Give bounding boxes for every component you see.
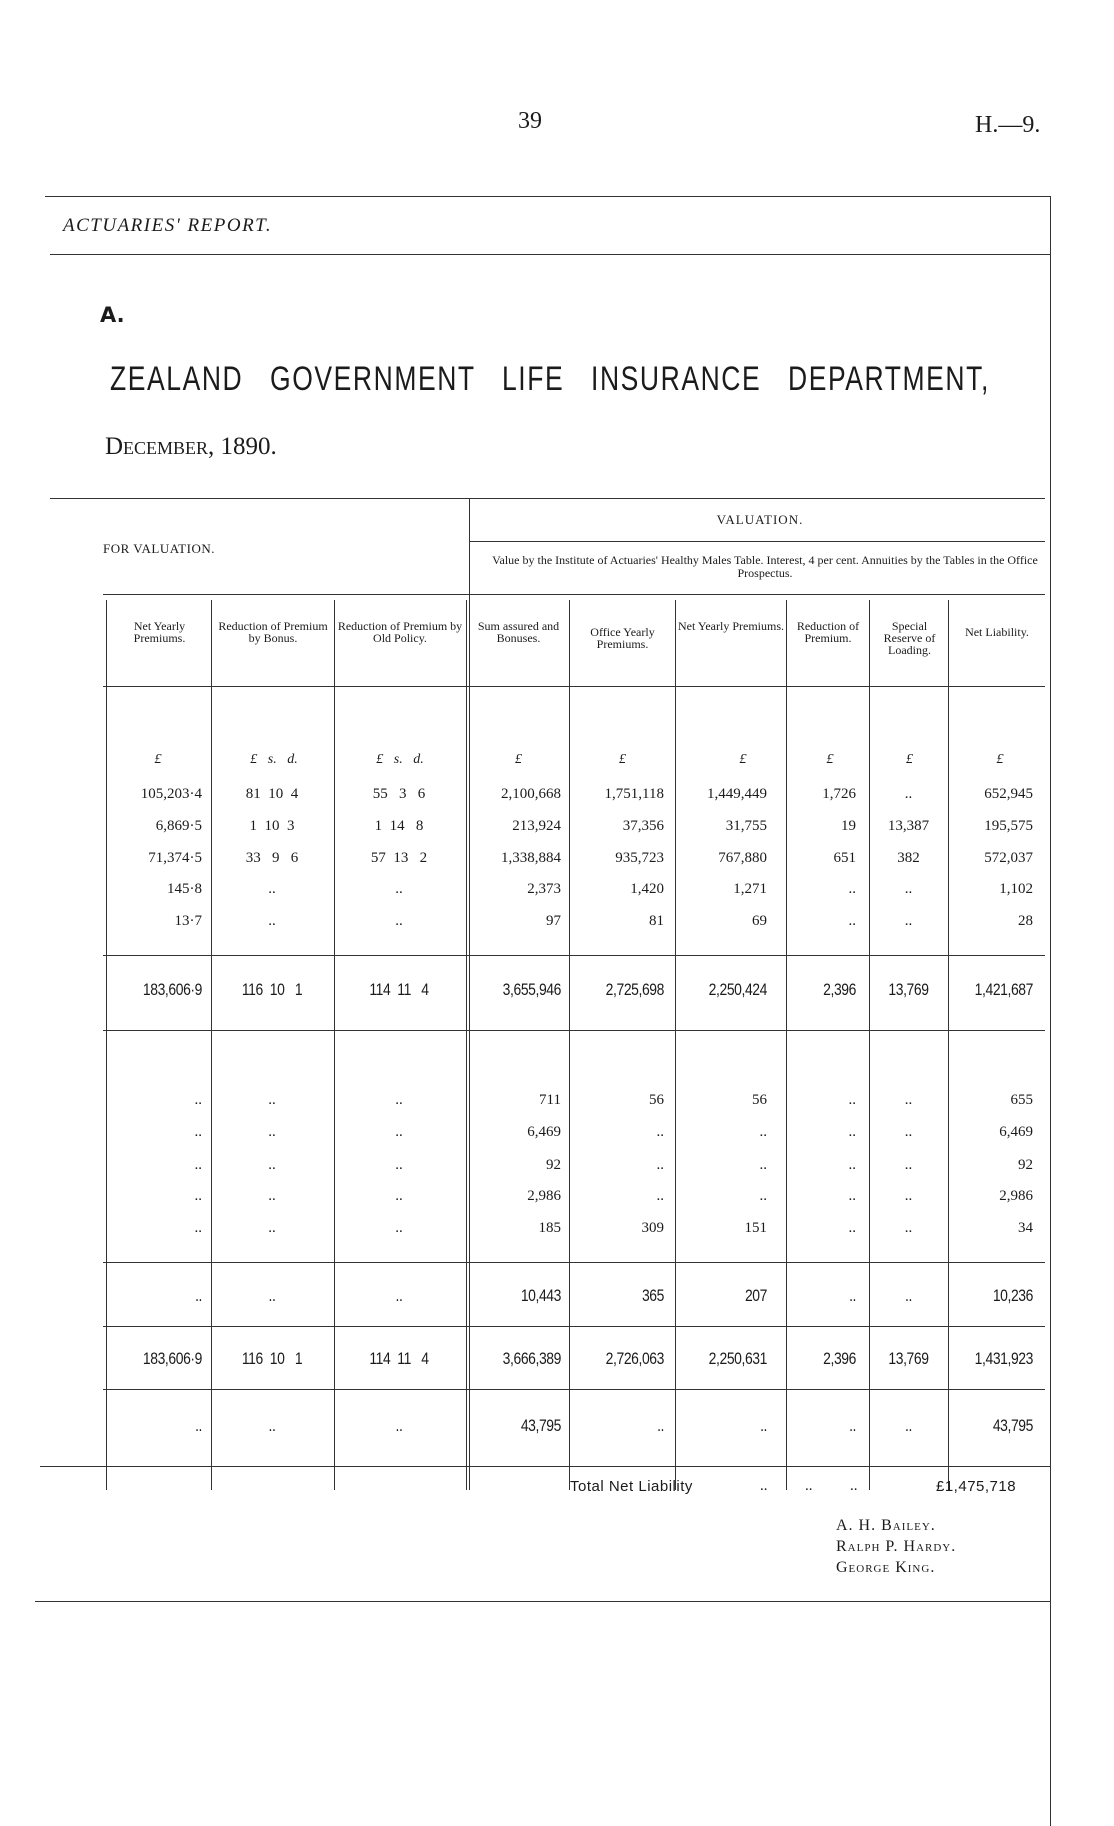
section-letter: A. [100, 303, 125, 327]
table-cell: 3,655,946 [502, 980, 561, 999]
col-header-val-net-yearly-premiums: Net Yearly Premiums. [678, 619, 784, 633]
valuation-group-header: VALUATION. [716, 512, 804, 527]
col-rule-7 [786, 600, 787, 1490]
col-header-reduction-by-old-policy: Reduction of Premium by Old Policy. [337, 619, 463, 645]
table-cell: .. [848, 881, 856, 897]
table-cell: .. [268, 1286, 276, 1305]
table-cell: 365 [641, 1286, 664, 1305]
table-cell: 183,606·9 [142, 980, 202, 999]
table-cell: .. [759, 1124, 767, 1140]
table-cell: .. [759, 1157, 767, 1173]
table-cell: 34 [1018, 1220, 1033, 1236]
frame-top-rule [45, 196, 1050, 197]
table-cell: .. [395, 1220, 403, 1236]
unit: £ s. d. [250, 752, 298, 767]
table-cell: .. [268, 881, 276, 897]
table-cell: 105,203·4 [140, 786, 202, 802]
table-cell: .. [848, 1157, 856, 1173]
page-number: 39 [518, 108, 542, 134]
table-top-rule [50, 498, 1045, 499]
table-cell: .. [848, 1188, 856, 1204]
unit: £ [906, 752, 913, 767]
table-cell: .. [657, 1416, 664, 1435]
table-cell: 3,666,389 [502, 1349, 561, 1368]
subtotal1-rule [103, 955, 1045, 956]
table-cell: 655 [1010, 1092, 1033, 1108]
table-cell: .. [904, 1092, 913, 1108]
document-title: ZEALAND GOVERNMENT LIFE INSURANCE DEPARTMENT, [110, 360, 990, 398]
column-header-top-rule [103, 594, 1045, 595]
table-cell: 1,271 [733, 881, 767, 897]
table-cell: 572,037 [984, 850, 1033, 866]
table-cell: 1,420 [630, 881, 664, 897]
table-cell: 81 [649, 913, 664, 929]
table-cell: 1,431,923 [974, 1349, 1033, 1368]
table-cell: 2,100,668 [501, 786, 561, 802]
table-cell: .. [848, 1220, 856, 1236]
valuation-note: Value by the Institute of Actuaries' Healthy Males Table. Interest, 4 per cent. Annuities by the Tables in the Office Prospectus. [492, 553, 1038, 580]
table-cell: .. [194, 1220, 202, 1236]
table-cell: 1 14 8 [374, 818, 424, 834]
table-cell: .. [656, 1188, 664, 1204]
table-cell: 55 3 6 [372, 786, 426, 802]
col-header-special-reserve: Special Reserve of Loading. [883, 619, 936, 657]
table-cell: 2,250,631 [708, 1349, 767, 1368]
table-cell: 71,374·5 [148, 850, 202, 866]
table-cell: .. [904, 786, 913, 802]
table-cell: 1,421,687 [974, 980, 1033, 999]
table-cell: 151 [744, 1220, 767, 1236]
unit: £ [826, 752, 834, 767]
table-cell: .. [268, 1416, 276, 1435]
table-cell: .. [194, 1092, 202, 1108]
table-cell: .. [195, 1286, 202, 1305]
table-cell: .. [268, 1220, 276, 1236]
table-cell: .. [395, 1124, 403, 1140]
total-net-liability-value: £1,475,718 [936, 1478, 1017, 1495]
table-cell: .. [395, 1286, 403, 1305]
table-cell: 382 [897, 850, 920, 866]
col-header-sum-assured: Sum assured and Bonuses. [477, 619, 560, 645]
table-cell: 13,769 [888, 980, 929, 999]
table-cell: 19 [841, 818, 856, 834]
table-cell: 2,373 [527, 881, 561, 897]
table-cell: 13,769 [888, 1349, 929, 1368]
col-rule-4 [466, 600, 467, 1490]
table-cell: 10,443 [520, 1286, 561, 1305]
table-cell: 651 [833, 850, 856, 866]
grand-total-rule [103, 1326, 1045, 1327]
unit: £ [619, 752, 626, 767]
table-cell: .. [848, 1092, 856, 1108]
table-cell: .. [268, 1188, 276, 1204]
table-cell: 114 11 4 [369, 980, 429, 999]
table-cell: 6,469 [527, 1124, 561, 1140]
table-cell: .. [268, 1157, 276, 1173]
table-cell: 114 11 4 [369, 1349, 429, 1368]
table-cell: 1,751,118 [604, 786, 664, 802]
footer-rule [35, 1601, 1050, 1602]
table-cell: 28 [1018, 913, 1033, 929]
col-rule-1 [106, 600, 107, 1490]
total-net-liability-dots: .. .. .. [760, 1478, 858, 1494]
col-rule-8 [869, 600, 870, 1490]
table-cell: .. [848, 1124, 856, 1140]
col-rule-5 [569, 600, 570, 1490]
col-rule-6 [675, 600, 676, 1490]
column-header-bottom-rule [103, 686, 1045, 687]
col-header-reduction-of-premium: Reduction of Premium. [796, 619, 860, 645]
table-cell: 1,449,449 [707, 786, 767, 802]
table-cell: 213,924 [512, 818, 561, 834]
table-cell: .. [395, 1416, 403, 1435]
table-cell: 1,726 [822, 786, 856, 802]
table-cell: .. [395, 1188, 403, 1204]
table-cell: .. [904, 913, 913, 929]
table-cell: 2,726,063 [605, 1349, 664, 1368]
col-header-office-yearly-premiums: Office Yearly Premiums. [590, 625, 655, 651]
col-header-net-liability: Net Liability. [965, 625, 1029, 639]
table-cell: .. [904, 1157, 913, 1173]
col-rule-3 [334, 600, 335, 1490]
table-cell: 207 [744, 1286, 767, 1305]
table-cell: 57 13 2 [370, 850, 428, 866]
table-cell: 185 [538, 1220, 561, 1236]
table-cell: .. [904, 1124, 913, 1140]
left-group-header: FOR VALUATION. [103, 541, 215, 556]
table-cell: 33 9 6 [245, 850, 299, 866]
table-cell: .. [395, 881, 403, 897]
table-cell: .. [395, 1092, 403, 1108]
table-cell: 97 [546, 913, 561, 929]
col-rule-9 [948, 600, 949, 1490]
table-cell: .. [195, 1416, 202, 1435]
table-cell: .. [268, 1092, 276, 1108]
table-cell: 56 [649, 1092, 664, 1108]
report-date: December, 1890. [105, 433, 277, 460]
table-cell: 13,387 [887, 818, 930, 834]
table-cell: 13·7 [174, 913, 202, 929]
table-cell: 309 [641, 1220, 664, 1236]
table-cell: 935,723 [615, 850, 664, 866]
extra-row-rule [103, 1389, 1045, 1390]
table-cell: .. [848, 913, 856, 929]
table-cell: 2,986 [527, 1188, 561, 1204]
table-cell: 195,575 [984, 818, 1033, 834]
section-rule [50, 254, 1050, 255]
table-cell: 2,250,424 [708, 980, 767, 999]
table-cell: .. [760, 1416, 767, 1435]
table-cell: .. [759, 1188, 767, 1204]
col-rule-2 [211, 600, 212, 1490]
unit: £ [154, 752, 162, 767]
table-cell: 6,469 [999, 1124, 1033, 1140]
table-cell: 69 [752, 913, 767, 929]
table-cell: 116 10 1 [241, 1349, 303, 1368]
table-cell: 116 10 1 [241, 980, 303, 999]
unit: £ [996, 752, 1004, 767]
table-cell: .. [905, 1286, 912, 1305]
table-cell: .. [194, 1157, 202, 1173]
unit: £ [739, 752, 747, 767]
total-net-liability-label: Total Net Liability [570, 1478, 693, 1495]
table-cell: 56 [752, 1092, 767, 1108]
table-cell: 1,338,884 [501, 850, 561, 866]
table-cell: 145·8 [167, 881, 202, 897]
table-cell: 183,606·9 [142, 1349, 202, 1368]
table-cell: .. [904, 1188, 913, 1204]
table-cell: 2,986 [999, 1188, 1033, 1204]
frame-right-rule [1050, 196, 1051, 1826]
table-cell: .. [395, 1157, 403, 1173]
section-heading: ACTUARIES' REPORT. [63, 215, 273, 236]
table-cell: .. [656, 1124, 664, 1140]
table-cell: .. [268, 913, 276, 929]
table-cell: .. [904, 1220, 913, 1236]
table-bottom-rule [40, 1466, 1050, 1467]
table-cell: 1,102 [999, 881, 1033, 897]
table-cell: .. [194, 1124, 202, 1140]
table-cell: 37,356 [622, 818, 664, 834]
subtotal2-rule [103, 1262, 1045, 1263]
table-cell: .. [905, 1416, 912, 1435]
signatory-2: Ralph P. Hardy. [836, 1538, 957, 1555]
table-cell: 92 [1018, 1157, 1033, 1173]
table-cell: 81 10 4 [245, 786, 299, 802]
table-cell: 1 10 3 [249, 818, 295, 834]
page-reference: H.—9. [975, 112, 1041, 138]
unit: £ s. d. [376, 752, 424, 767]
table-cell: .. [849, 1416, 856, 1435]
table-cell: 43,795 [992, 1416, 1033, 1435]
table-cell: 2,396 [823, 980, 856, 999]
table-cell: 2,725,698 [605, 980, 664, 999]
subtotal1-bottom-rule [103, 1030, 1045, 1031]
table-cell: 711 [539, 1092, 561, 1108]
valuation-group-rule [470, 541, 1045, 542]
table-cell: 31,755 [725, 818, 767, 834]
table-cell: 6,869·5 [155, 818, 202, 834]
col-header-net-yearly-premiums: Net Yearly Premiums. [133, 619, 186, 645]
table-cell: 767,880 [718, 850, 767, 866]
signatory-1: A. H. Bailey. [836, 1517, 936, 1534]
table-cell: 652,945 [984, 786, 1033, 802]
unit: £ [515, 752, 522, 767]
table-cell: .. [849, 1286, 856, 1305]
table-cell: 92 [546, 1157, 561, 1173]
table-cell: .. [904, 881, 913, 897]
col-header-reduction-by-bonus: Reduction of Premium by Bonus. [218, 619, 328, 645]
table-cell: .. [268, 1124, 276, 1140]
table-cell: .. [656, 1157, 664, 1173]
table-cell: 43,795 [520, 1416, 561, 1435]
table-cell: 10,236 [992, 1286, 1033, 1305]
table-cell: .. [395, 913, 403, 929]
table-cell: .. [194, 1188, 202, 1204]
signatory-3: George King. [836, 1559, 936, 1576]
valuation-divider [469, 498, 470, 1490]
table-cell: 2,396 [823, 1349, 856, 1368]
